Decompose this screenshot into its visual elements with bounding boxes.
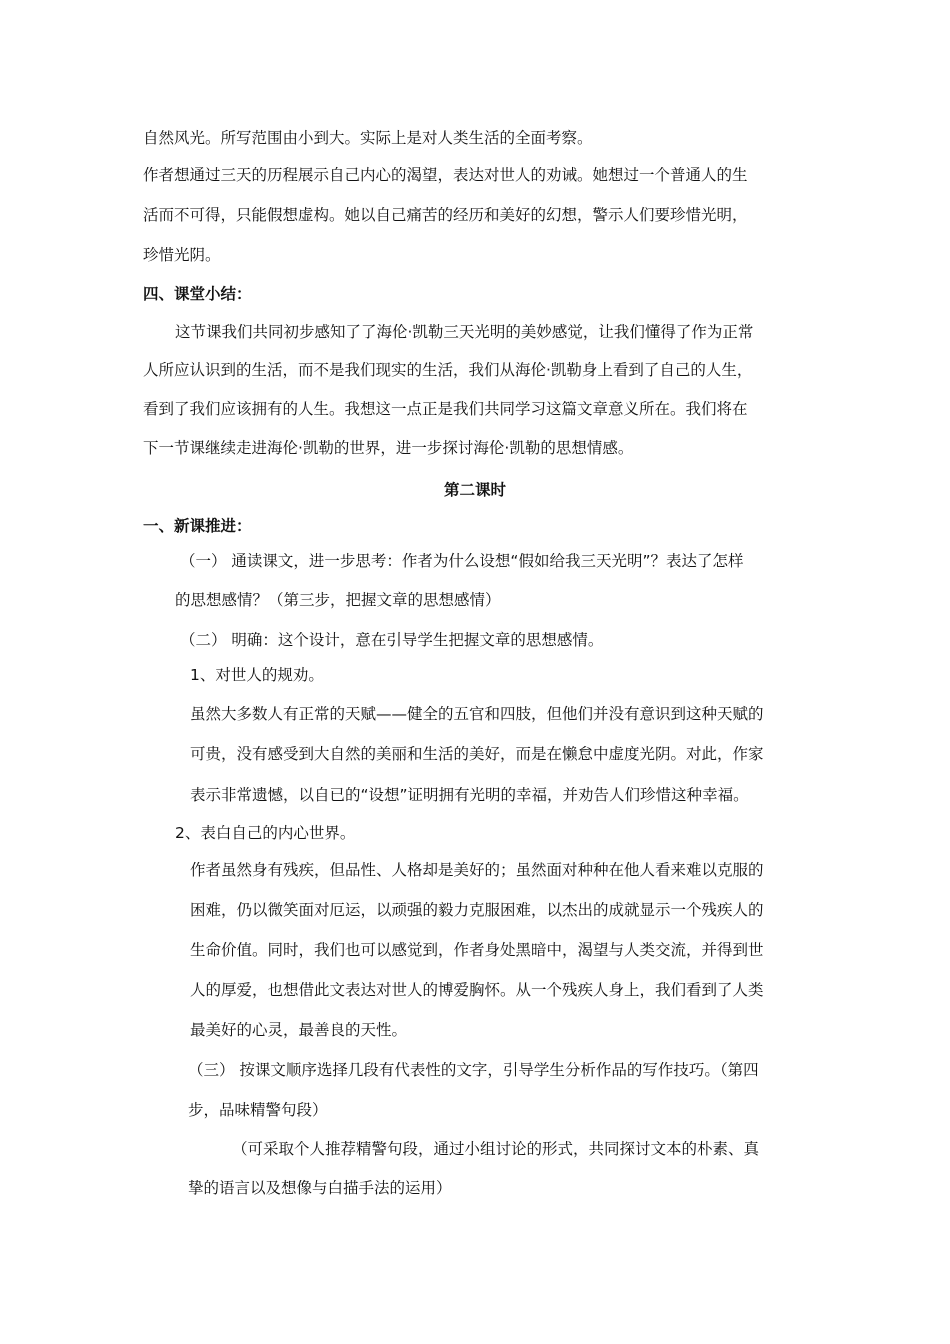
section-heading: 一、新课推进： <box>143 517 252 535</box>
paragraph-line: （三） 按课文顺序选择几段有代表性的文字，引导学生分析作品的写作技巧。（第四 <box>188 1061 759 1079</box>
paragraph-line: 作者虽然身有残疾，但品性、人格却是美好的；虽然面对种种在他人看来难以克服的 <box>190 861 764 879</box>
paragraph-line: 挚的语言以及想像与白描手法的运用） <box>188 1179 452 1197</box>
paragraph-line: 最美好的心灵，最善良的天性。 <box>190 1021 408 1039</box>
list-item-title: 2、表白自己的内心世界。 <box>175 824 356 842</box>
paragraph-line: 活而不可得，只能假想虚构。她以自己痛苦的经历和美好的幻想，警示人们要珍惜光明， <box>143 206 748 224</box>
paragraph-line: 的思想感情？（第三步，把握文章的思想感情） <box>175 591 501 609</box>
paragraph-line: 这节课我们共同初步感知了了海伦·凯勒三天光明的美妙感觉，让我们懂得了作为正常 <box>175 323 754 341</box>
section-heading: 四、课堂小结： <box>143 285 252 303</box>
paragraph-line: （一） 通读课文，进一步思考：作者为什么设想“假如给我三天光明”？表达了怎样 <box>180 552 744 570</box>
list-item-title: 1、对世人的规劝。 <box>190 666 324 684</box>
paragraph-line: 人所应认识到的生活，而不是我们现实的生活，我们从海伦·凯勒身上看到了自己的人生， <box>143 361 753 379</box>
paragraph-line: 虽然大多数人有正常的天赋——健全的五官和四肢，但他们并没有意识到这种天赋的 <box>190 705 764 723</box>
paragraph-line: （二） 明确：这个设计，意在引导学生把握文章的思想感情。 <box>180 631 604 649</box>
paragraph-line: 下一节课继续走进海伦·凯勒的世界，进一步探讨海伦·凯勒的思想情感。 <box>143 439 634 457</box>
paragraph-line: 表示非常遗憾，以自已的“设想”证明拥有光明的幸福，并劝告人们珍惜这种幸福。 <box>190 786 749 804</box>
paragraph-line: 困难，仍以微笑面对厄运，以顽强的毅力克服困难，以杰出的成就显示一个残疾人的 <box>190 901 764 919</box>
paragraph-line: 步，品味精警句段） <box>188 1101 328 1119</box>
paragraph-line: 可贵，没有感受到大自然的美丽和生活的美好，而是在懒怠中虚度光阴。对此，作家 <box>190 745 764 763</box>
paragraph-line: 生命价值。同时，我们也可以感觉到，作者身处黑暗中，渴望与人类交流，并得到世 <box>190 941 764 959</box>
paragraph-line: 珍惜光阴。 <box>143 246 221 264</box>
paragraph-line: 自然风光。所写范围由小到大。实际上是对人类生活的全面考察。 <box>143 129 593 147</box>
paragraph-line: 人的厚爱，也想借此文表达对世人的博爱胸怀。从一个残疾人身上，我们看到了人类 <box>190 981 764 999</box>
paragraph-line: 看到了我们应该拥有的人生。我想这一点正是我们共同学习这篇文章意义所在。我们将在 <box>143 400 748 418</box>
paragraph-line: （可采取个人推荐精警句段，通过小组讨论的形式，共同探讨文本的朴素、真 <box>232 1140 760 1158</box>
paragraph-line: 作者想通过三天的历程展示自己内心的渴望，表达对世人的劝诫。她想过一个普通人的生 <box>143 166 748 184</box>
lesson-title: 第二课时 <box>443 481 506 499</box>
